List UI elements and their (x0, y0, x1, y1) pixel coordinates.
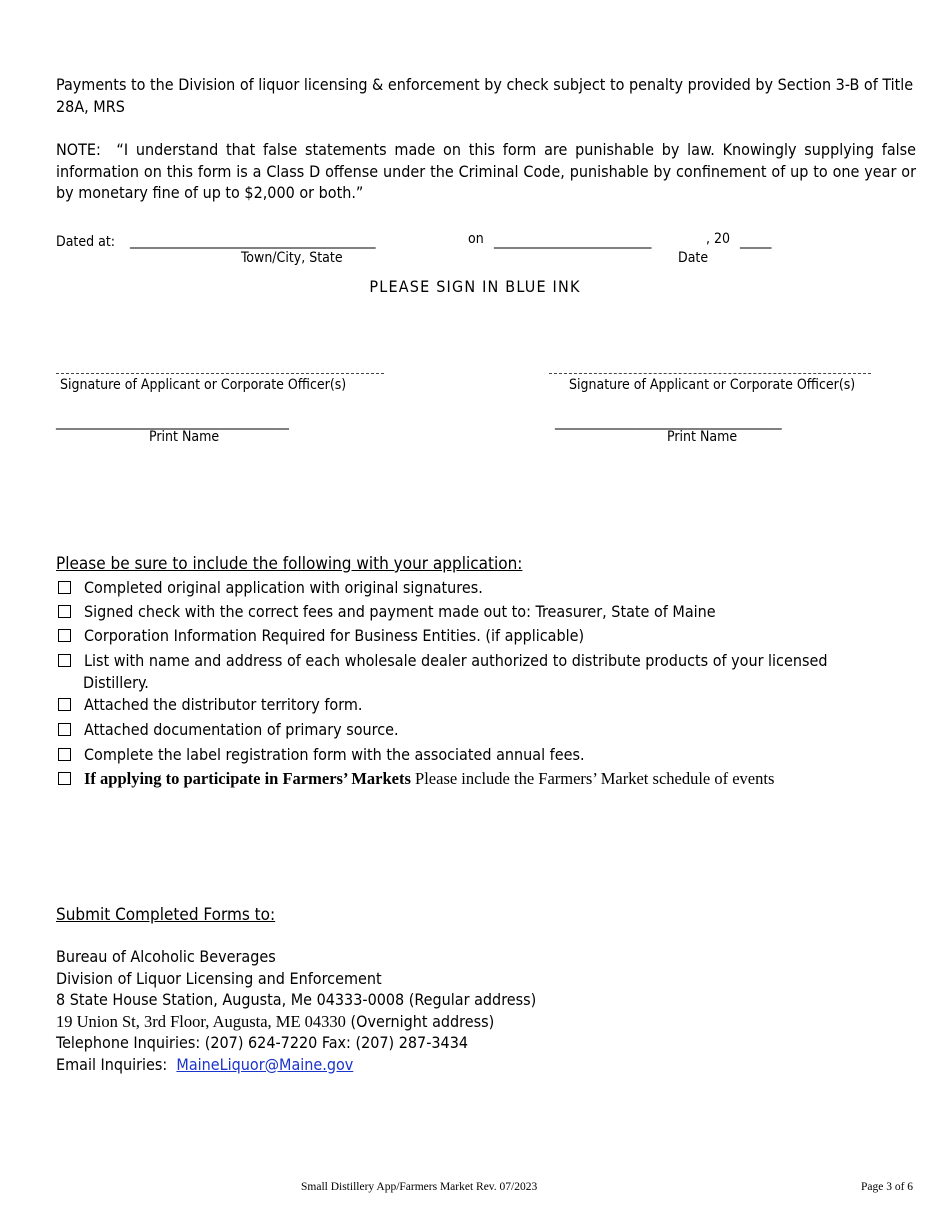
signature-caption-right: Signature of Applicant or Corporate Officer(s) (569, 377, 856, 393)
date-caption: Date (678, 250, 709, 266)
address-line: Division of Liquor Licensing and Enforcement (56, 968, 382, 988)
checklist-item-text: Attached documentation of primary source. (84, 720, 399, 739)
submit-heading: Submit Completed Forms to: (56, 905, 276, 925)
checklist-item (56, 577, 916, 599)
address-line: 8 State House Station, Augusta, Me 04333-0008 (Regular address) (56, 990, 537, 1009)
checkbox-icon[interactable] (58, 581, 71, 594)
checklist-heading: Please be sure to include the following with your application: (56, 554, 523, 574)
address-block (56, 946, 536, 1075)
checklist-item (56, 650, 916, 672)
checklist-item-text: Signed check with the correct fees and payment made out to: Treasurer, State of Maine (84, 602, 716, 621)
checklist-item-text: List with name and address of each wholesale dealer authorized to distribute products of your licensed (84, 651, 828, 670)
note-text: “I understand that false statements made on this form are punishable by law. Knowingly supplying false information on this form is a Class D offense under the Criminal Code, punishable by confinement of up to one year or by monetary fine of up to $2,000 or both.” (56, 140, 917, 202)
phone-line: Telephone Inquiries: (207) 624-7220 Fax: (207) 287-3434 (56, 1033, 469, 1052)
checklist-item (56, 625, 916, 647)
overnight-address (56, 1011, 536, 1033)
email-line (56, 1054, 536, 1076)
print-name-field-right[interactable]: ____________________________________ (555, 414, 782, 430)
checkbox-icon[interactable] (58, 698, 71, 711)
checklist-item-text: Complete the label registration form with the associated annual fees. (84, 745, 585, 764)
payment-note: Payments to the Division of liquor licensing & enforcement by check subject to penalty provided by Section 3-B of Title 28A, MRS (56, 75, 914, 116)
false-statement-note (56, 139, 916, 204)
note-label: NOTE: (56, 140, 101, 159)
print-name-caption-left: Print Name (149, 429, 220, 445)
checklist-item (56, 601, 916, 623)
checklist-item-continuation: Distillery. (83, 673, 149, 692)
checklist-item-text: Completed original application with original signatures. (84, 578, 483, 597)
dated-at-label: Dated at: (56, 234, 116, 250)
checklist-item (56, 744, 916, 766)
on-label: on (468, 231, 484, 247)
checkbox-icon[interactable] (58, 605, 71, 618)
year-prefix: , 20 (706, 231, 731, 247)
checkbox-icon[interactable] (58, 654, 71, 667)
print-name-caption-right: Print Name (667, 429, 738, 445)
overnight-note: (Overnight address) (345, 1011, 495, 1031)
checkbox-icon[interactable] (58, 723, 71, 736)
checklist-item (56, 768, 916, 790)
email-label: Email Inquiries: (56, 1054, 168, 1074)
town-field[interactable]: _______________________________________ (130, 233, 376, 249)
print-name-field-left[interactable]: _____________________________________ (56, 414, 289, 430)
checklist-item-text: Attached the distributor territory form. (84, 695, 363, 714)
email-link[interactable]: MaineLiquor@Maine.gov (176, 1054, 354, 1074)
year-field[interactable]: _____ (740, 233, 772, 249)
sign-instruction: PLEASE SIGN IN BLUE INK (369, 277, 581, 296)
checkbox-icon[interactable] (58, 748, 71, 761)
signature-line-left[interactable] (56, 373, 384, 374)
town-caption: Town/City, State (241, 250, 343, 266)
checklist-item (56, 719, 916, 741)
date-field[interactable]: _________________________ (494, 233, 652, 249)
farmers-market-text: Please include the Farmers’ Market schedule of events (410, 769, 775, 788)
overnight-street: 19 Union St, 3rd Floor, Augusta, ME 04330 (56, 1011, 346, 1031)
checklist-item-text: Corporation Information Required for Business Entities. (if applicable) (84, 626, 585, 645)
checkbox-icon[interactable] (58, 629, 71, 642)
footer-form-id: Small Distillery App/Farmers Market Rev. 07/2023 (301, 1181, 538, 1193)
address-line: Bureau of Alcoholic Beverages (56, 947, 276, 966)
signature-caption-left: Signature of Applicant or Corporate Officer(s) (60, 377, 347, 393)
checklist-item (56, 694, 916, 716)
footer-page-number: Page 3 of 6 (861, 1181, 914, 1193)
signature-line-right[interactable] (549, 373, 871, 374)
farmers-market-bold-text: If applying to participate in Farmers’ Markets (84, 769, 411, 788)
checkbox-icon[interactable] (58, 772, 71, 785)
